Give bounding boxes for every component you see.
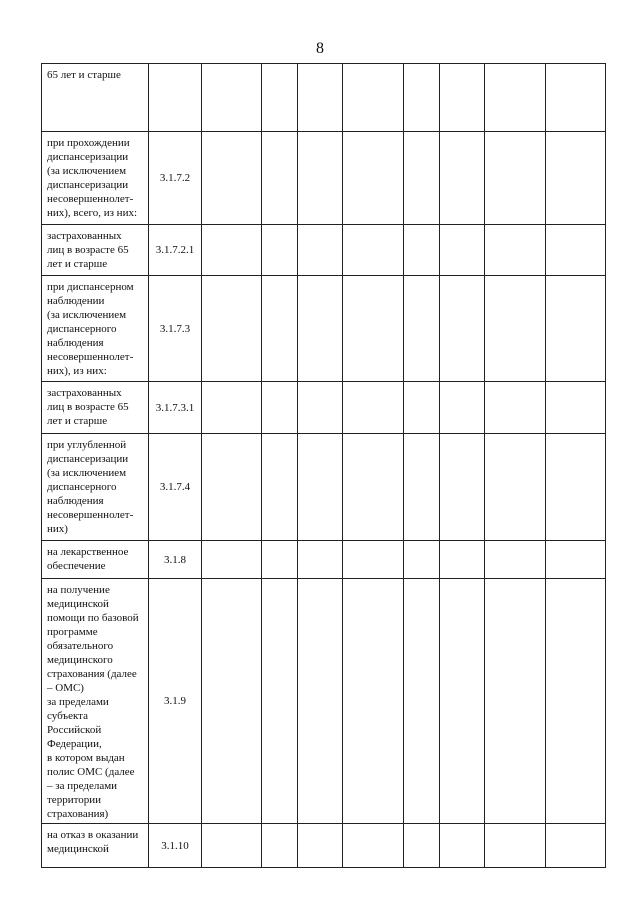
empty-cell bbox=[202, 382, 262, 434]
empty-cell bbox=[343, 64, 404, 132]
table-row bbox=[42, 434, 606, 541]
empty-cell bbox=[343, 276, 404, 382]
empty-cell bbox=[546, 132, 606, 225]
empty-cell bbox=[546, 64, 606, 132]
empty-cell bbox=[343, 824, 404, 868]
empty-cell bbox=[343, 225, 404, 276]
empty-cell bbox=[262, 64, 298, 132]
empty-cell bbox=[546, 541, 606, 579]
row-code: 3.1.9 bbox=[149, 579, 202, 824]
empty-cell bbox=[440, 64, 485, 132]
empty-cell bbox=[485, 64, 546, 132]
row-code: 3.1.10 bbox=[149, 824, 202, 868]
empty-cell bbox=[440, 824, 485, 868]
empty-cell bbox=[440, 541, 485, 579]
row-code: 3.1.7.3.1 bbox=[149, 382, 202, 434]
empty-cell bbox=[262, 824, 298, 868]
empty-cell bbox=[298, 579, 343, 824]
empty-cell bbox=[298, 64, 343, 132]
empty-cell bbox=[440, 382, 485, 434]
empty-cell bbox=[298, 434, 343, 541]
empty-cell bbox=[404, 382, 440, 434]
empty-cell bbox=[485, 824, 546, 868]
row-code: 3.1.7.3 bbox=[149, 276, 202, 382]
empty-cell bbox=[298, 824, 343, 868]
empty-cell bbox=[202, 225, 262, 276]
row-code: 3.1.7.2.1 bbox=[149, 225, 202, 276]
page-number: 8 bbox=[316, 40, 324, 57]
statistics-table bbox=[41, 63, 606, 868]
row-label: застрахованных лиц в возрасте 65 лет и старше bbox=[42, 382, 149, 434]
empty-cell bbox=[202, 276, 262, 382]
table-row bbox=[42, 276, 606, 382]
row-label: на лекарственное обеспечение bbox=[42, 541, 149, 579]
empty-cell bbox=[262, 541, 298, 579]
empty-cell bbox=[485, 382, 546, 434]
row-label: на отказ в оказании медицинской bbox=[42, 824, 149, 868]
empty-cell bbox=[298, 541, 343, 579]
empty-cell bbox=[404, 434, 440, 541]
empty-cell bbox=[202, 434, 262, 541]
empty-cell bbox=[404, 64, 440, 132]
empty-cell bbox=[485, 541, 546, 579]
empty-cell bbox=[298, 132, 343, 225]
empty-cell bbox=[262, 132, 298, 225]
empty-cell bbox=[404, 132, 440, 225]
row-label: при углубленной диспансеризации (за исключением диспансерного наблюдения несовершеннолет- них) bbox=[42, 434, 149, 541]
empty-cell bbox=[262, 225, 298, 276]
row-code: 3.1.7.4 bbox=[149, 434, 202, 541]
empty-cell bbox=[546, 382, 606, 434]
empty-cell bbox=[202, 64, 262, 132]
empty-cell bbox=[440, 434, 485, 541]
row-label: при прохождении диспансеризации (за исключением диспансеризации несовершеннолет- них), всего, из них: bbox=[42, 132, 149, 225]
row-code: 3.1.7.2 bbox=[149, 132, 202, 225]
row-label: при диспансерном наблюдении (за исключением диспансерного наблюдения несовершеннолет- них), из них: bbox=[42, 276, 149, 382]
empty-cell bbox=[202, 824, 262, 868]
empty-cell bbox=[343, 579, 404, 824]
table-row bbox=[42, 225, 606, 276]
empty-cell bbox=[546, 276, 606, 382]
empty-cell bbox=[485, 225, 546, 276]
row-label: на получение медицинской помощи по базовой программе обязательного медицинского страхования (далее – ОМС) за пределами субъекта Российской Федерации, в котором выдан полис ОМС (далее – за пределами территории страхования) bbox=[42, 579, 149, 824]
row-label: застрахованных лиц в возрасте 65 лет и старше bbox=[42, 225, 149, 276]
empty-cell bbox=[404, 824, 440, 868]
empty-cell bbox=[404, 225, 440, 276]
empty-cell bbox=[343, 382, 404, 434]
row-code bbox=[149, 64, 202, 132]
table-row bbox=[42, 382, 606, 434]
empty-cell bbox=[298, 225, 343, 276]
empty-cell bbox=[404, 541, 440, 579]
empty-cell bbox=[485, 434, 546, 541]
table-row bbox=[42, 824, 606, 868]
empty-cell bbox=[298, 382, 343, 434]
table-row bbox=[42, 541, 606, 579]
empty-cell bbox=[546, 434, 606, 541]
empty-cell bbox=[262, 276, 298, 382]
row-label: 65 лет и старше bbox=[42, 64, 149, 132]
row-code: 3.1.8 bbox=[149, 541, 202, 579]
empty-cell bbox=[485, 276, 546, 382]
empty-cell bbox=[440, 276, 485, 382]
table-row bbox=[42, 579, 606, 824]
empty-cell bbox=[298, 276, 343, 382]
empty-cell bbox=[343, 434, 404, 541]
empty-cell bbox=[262, 382, 298, 434]
empty-cell bbox=[546, 824, 606, 868]
empty-cell bbox=[485, 132, 546, 225]
empty-cell bbox=[202, 541, 262, 579]
empty-cell bbox=[202, 132, 262, 225]
empty-cell bbox=[440, 225, 485, 276]
table-row bbox=[42, 132, 606, 225]
empty-cell bbox=[343, 541, 404, 579]
empty-cell bbox=[343, 132, 404, 225]
empty-cell bbox=[262, 579, 298, 824]
empty-cell bbox=[485, 579, 546, 824]
empty-cell bbox=[262, 434, 298, 541]
empty-cell bbox=[440, 579, 485, 824]
empty-cell bbox=[404, 579, 440, 824]
empty-cell bbox=[546, 579, 606, 824]
empty-cell bbox=[546, 225, 606, 276]
empty-cell bbox=[202, 579, 262, 824]
empty-cell bbox=[440, 132, 485, 225]
table-row bbox=[42, 64, 606, 132]
empty-cell bbox=[404, 276, 440, 382]
